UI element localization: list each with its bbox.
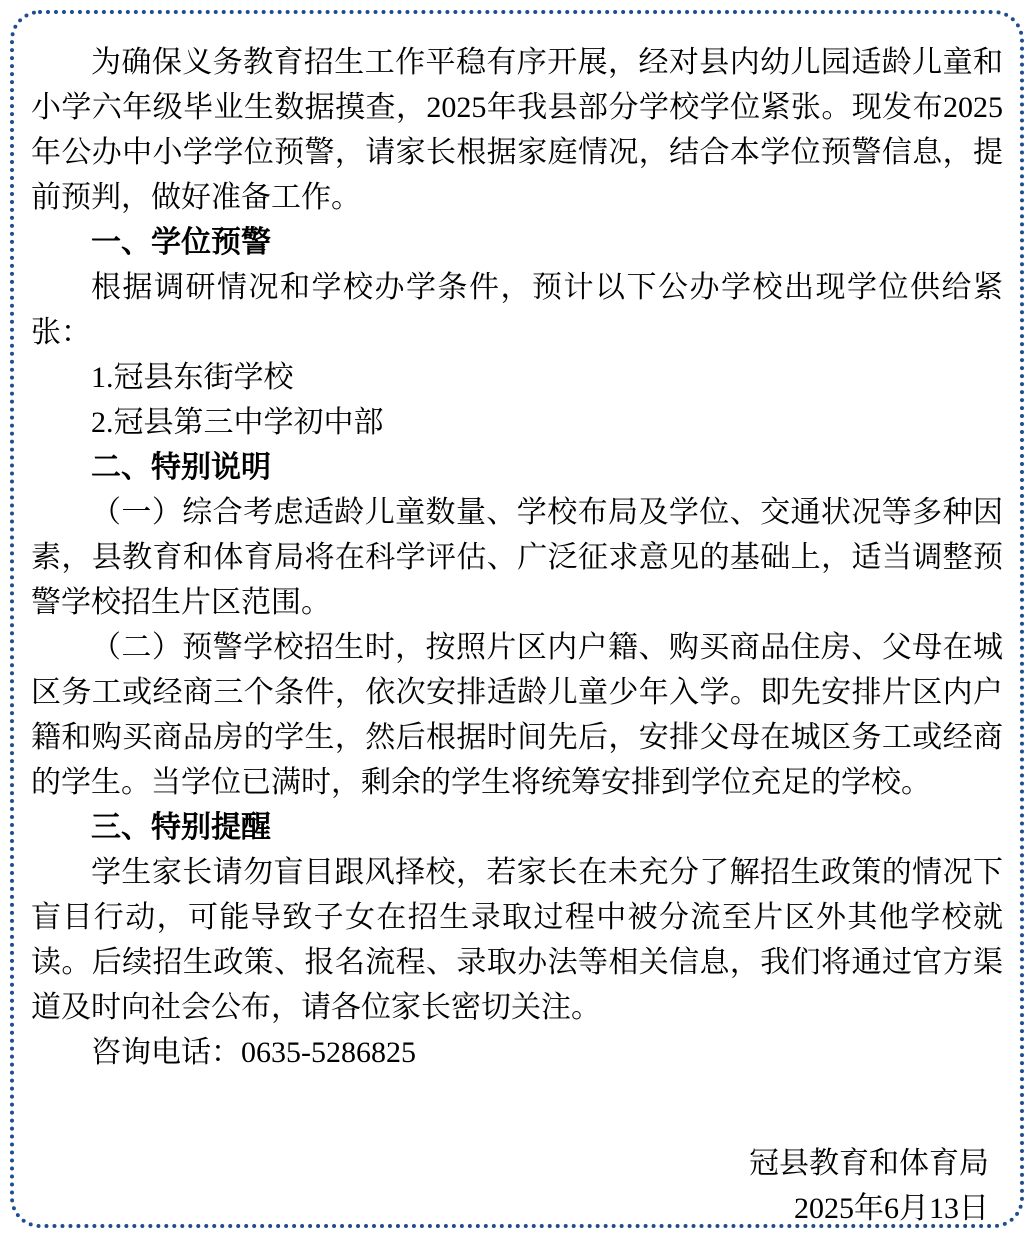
school-list-item: 1.冠县东街学校 bbox=[91, 361, 294, 394]
signature-org: 冠县教育和体育局 bbox=[749, 1147, 989, 1180]
notes-paragraph: （一）综合考虑适龄儿童数量、学校布局及学位、交通状况等多种因素，县教育和体育局将在科学评估、广泛征求意见的基础上，适当调整预警学校招生片区范围。 bbox=[31, 496, 1003, 619]
section-heading-notes: 二、特别说明 bbox=[91, 451, 271, 484]
notice-card bbox=[10, 10, 1024, 1228]
section-heading-warning: 一、学位预警 bbox=[91, 226, 271, 259]
signature-date: 2025年6月13日 bbox=[794, 1192, 989, 1225]
intro-paragraph: 为确保义务教育招生工作平稳有序开展，经对县内幼儿园适龄儿童和小学六年级毕业生数据摸查，2025年我县部分学校学位紧张。现发布2025 年公办中小学学位预警，请家长根据家庭情况，结合本学位预警信息，提前预判，做好准备工作。 bbox=[31, 46, 1003, 214]
notes-paragraph: （二）预警学校招生时，按照片区内户籍、购买商品住房、父母在城区务工或经商三个条件，依次安排适龄儿童少年入学。即先安排片区内户籍和购买商品房的学生，然后根据时间先后，安排父母在城区务工或经商的学生。当学位已满时，剩余的学生将统筹安排到学位充足的学校。 bbox=[31, 631, 1003, 799]
signature-block bbox=[31, 1141, 1003, 1228]
section-heading-reminder: 三、特别提醒 bbox=[91, 811, 271, 844]
reminder-paragraph: 学生家长请勿盲目跟风择校，若家长在未充分了解招生政策的情况下盲目行动，可能导致子女在招生录取过程中被分流至片区外其他学校就读。后续招生政策、报名流程、录取办法等相关信息，我们将通过官方渠道及时向社会公布，请各位家长密切关注。 bbox=[31, 856, 1003, 1024]
contact-phone: 咨询电话：0635-5286825 bbox=[91, 1036, 416, 1069]
school-list-item: 2.冠县第三中学初中部 bbox=[91, 406, 384, 439]
warning-lead: 根据调研情况和学校办学条件，预计以下公办学校出现学位供给紧张： bbox=[31, 271, 1003, 349]
